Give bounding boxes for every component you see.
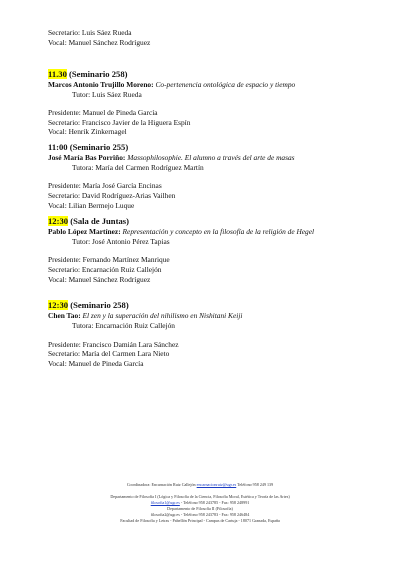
thesis-line-2 bbox=[48, 153, 295, 162]
session-heading-1 bbox=[48, 69, 128, 79]
session-time: 11:00 bbox=[48, 142, 68, 152]
session-time: 12:30 bbox=[48, 216, 69, 226]
author-name: Chen Tao: bbox=[48, 311, 81, 320]
session-time: 12:30 bbox=[48, 300, 69, 310]
footer-coordinator-tel: Teléfono 958 249 139 bbox=[237, 482, 274, 487]
thesis-line-4 bbox=[48, 311, 242, 320]
presidente: Presidente: María José García Encinas bbox=[48, 181, 162, 190]
coordinator-email-link[interactable]: encarnacionruiz@ugr.es bbox=[196, 482, 237, 487]
presidente: Presidente: Francisco Damián Lara Sánchez bbox=[48, 340, 179, 349]
author-name: Pablo López Martínez: bbox=[48, 227, 121, 236]
session-room: (Seminario 258) bbox=[69, 69, 128, 79]
session-heading-3 bbox=[48, 216, 129, 226]
author-name: Marcos Antonio Trujillo Moreno: bbox=[48, 80, 154, 89]
thesis-title: El zen y la superación del nihilismo en Nishitani Keiji bbox=[82, 311, 243, 320]
secretario: Secretario: Encarnación Ruiz Callejón bbox=[48, 265, 162, 274]
session-room: (Sala de Juntas) bbox=[70, 216, 129, 226]
footer-dept1: Departamento de Filosofía I (Lógica y Filosofía de la Ciencia, Filosofía Moral, Estética y Teoría de las Artes) bbox=[110, 494, 290, 499]
footer-coordinator-text: Coordinadora: Encarnación Ruiz Callejón bbox=[126, 482, 196, 487]
footer-coordinator bbox=[40, 482, 360, 488]
footer-dept1-contact bbox=[40, 500, 360, 506]
session-room: (Seminario 258) bbox=[70, 300, 129, 310]
secretario: Secretario: Francisco Javier de la Higuera Espín bbox=[48, 118, 191, 127]
tutor: Tutora: Encarnación Ruiz Callejón bbox=[72, 321, 175, 330]
tutor: Tutor: José Antonio Pérez Tapias bbox=[72, 237, 170, 246]
presidente: Presidente: Fernando Martínez Manrique bbox=[48, 255, 170, 264]
vocal: Vocal: Lilian Bermejo Luque bbox=[48, 201, 135, 210]
dept1-email-link[interactable]: filosofia1@ugr.es bbox=[150, 500, 180, 505]
thesis-title: Co-pertenencia ontológica de espacio y tiempo bbox=[155, 80, 296, 89]
top-vocal: Vocal: Manuel Sánchez Rodríguez bbox=[48, 38, 151, 47]
tutor: Tutora: María del Carmen Rodríguez Martín bbox=[72, 163, 204, 172]
vocal: Vocal: Manuel Sánchez Rodríguez bbox=[48, 275, 151, 284]
thesis-line-1 bbox=[48, 80, 295, 89]
dept1-tel: - Teléfono 958 243785 - Fax: 958 248991 bbox=[180, 500, 250, 505]
thesis-line-3 bbox=[48, 227, 314, 236]
presidente: Presidente: Manuel de Pineda García bbox=[48, 108, 158, 117]
thesis-title: Representación y concepto en la filosofía de la religión de Hegel bbox=[122, 227, 315, 236]
footer-dept2: Departamento de Filosofía II (Filosofía) bbox=[167, 506, 233, 511]
tutor: Tutor: Luis Sáez Rueda bbox=[72, 90, 142, 99]
vocal: Vocal: Henrik Zinkernagel bbox=[48, 127, 127, 136]
secretario: Secretario: María del Carmen Lara Nieto bbox=[48, 349, 170, 358]
footer-dept2-contact: filosofia2@ugr.es - Teléfono 958 243783 - Fax: 958 246484 bbox=[150, 512, 250, 517]
author-name: José María Bas Porriño: bbox=[48, 153, 126, 162]
session-heading-2 bbox=[48, 142, 128, 152]
top-secretario: Secretario: Luis Sáez Rueda bbox=[48, 28, 132, 37]
footer-address: Facultad de Filosofía y Letras - Pabellón Principal - Campus de Cartuja - 18071 Granada, España bbox=[120, 518, 280, 523]
secretario: Secretario: David Rodríguez-Arias Vailhen bbox=[48, 191, 176, 200]
session-time: 11.30 bbox=[48, 69, 67, 79]
session-heading-4 bbox=[48, 300, 129, 310]
vocal: Vocal: Manuel de Pineda García bbox=[48, 359, 144, 368]
thesis-title: Massophilosophie. El alumno a través del arte de masas bbox=[127, 153, 295, 162]
session-room: (Seminario 255) bbox=[69, 142, 129, 152]
